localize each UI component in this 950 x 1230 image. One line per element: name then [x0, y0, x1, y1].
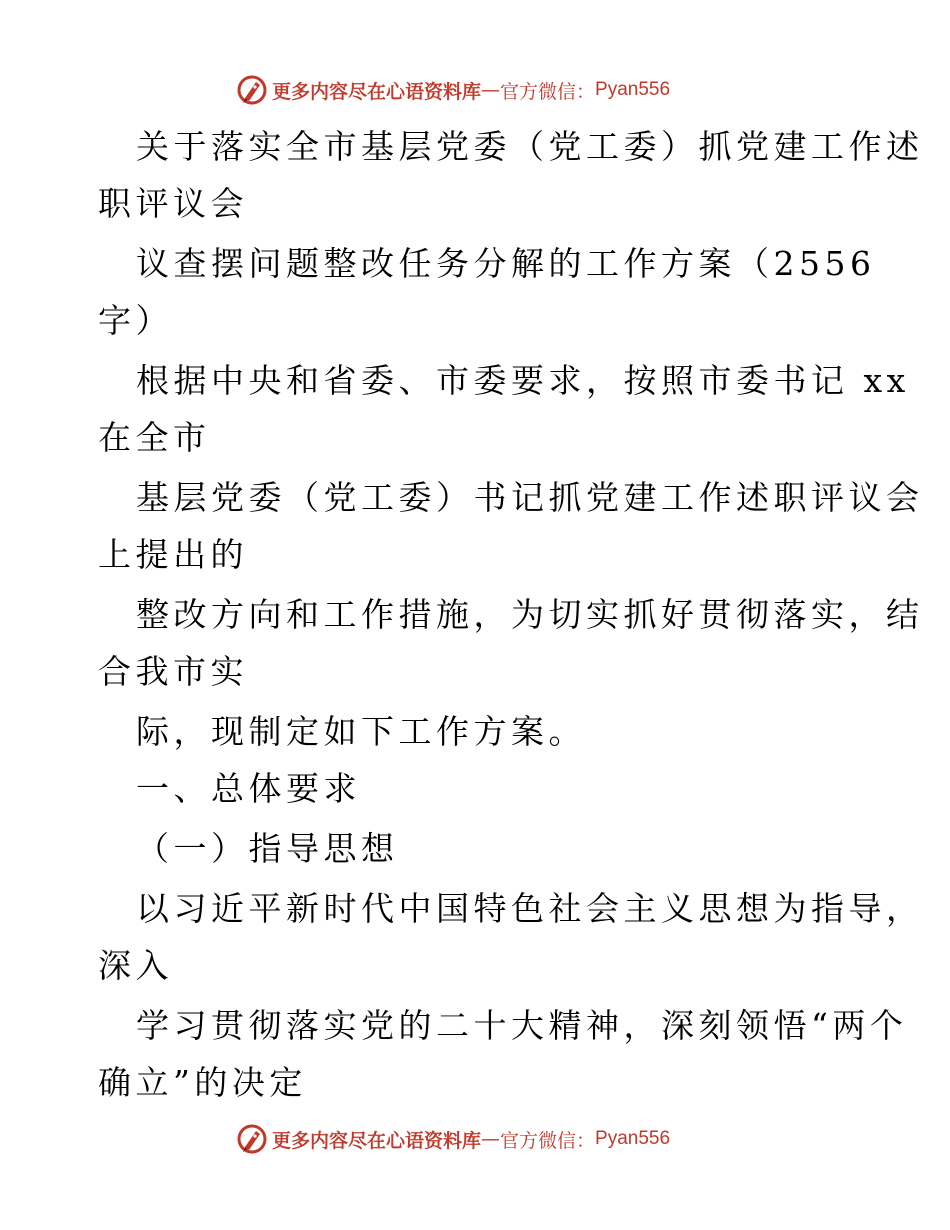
body-line-2: 在全市 — [98, 418, 211, 457]
body-line-7: 际，现制定如下工作方案。 — [136, 712, 586, 751]
watermark-separator: — — [481, 1128, 501, 1150]
pen-nib-circle-icon — [236, 74, 268, 106]
body-line-11: 确立”的决定 — [98, 1063, 307, 1102]
subsection-heading-1: （一）指导思想 — [136, 829, 399, 868]
title-line-4: 字） — [98, 301, 173, 340]
body-line-1: 根据中央和省委、市委要求，按照市委书记 xx — [136, 361, 910, 400]
body-line-6: 合我市实 — [98, 652, 248, 691]
watermark-main-text: 更多内容尽在心语资料库 — [272, 1129, 482, 1152]
header-watermark — [236, 73, 670, 107]
body-line-4: 上提出的 — [98, 535, 248, 574]
title-line-1: 关于落实全市基层党委（党工委）抓党建工作述 — [136, 127, 924, 166]
watermark-main-text: 更多内容尽在心语资料库 — [272, 80, 482, 103]
body-line-10: 学习贯彻落实党的二十大精神，深刻领悟“两个 — [136, 1006, 908, 1045]
body-line-9: 深入 — [98, 946, 173, 985]
title-line-3: 议查摆问题整改任务分解的工作方案（2556 — [136, 244, 876, 283]
watermark-wechat-id: Pyan556 — [595, 79, 671, 100]
footer-watermark — [236, 1122, 670, 1156]
watermark-wechat-label: 官方微信： — [500, 1129, 596, 1152]
watermark-separator: — — [481, 79, 501, 101]
section-heading-1: 一、总体要求 — [136, 769, 361, 808]
pen-nib-circle-icon — [236, 1123, 268, 1155]
watermark-wechat-label: 官方微信： — [500, 80, 596, 103]
body-line-5: 整改方向和工作措施，为切实抓好贯彻落实，结 — [136, 595, 924, 634]
body-line-3: 基层党委（党工委）书记抓党建工作述职评议会 — [136, 478, 924, 517]
body-line-8: 以习近平新时代中国特色社会主义思想为指导， — [136, 889, 924, 928]
watermark-wechat-id: Pyan556 — [595, 1128, 671, 1149]
title-line-2: 职评议会 — [98, 184, 248, 223]
